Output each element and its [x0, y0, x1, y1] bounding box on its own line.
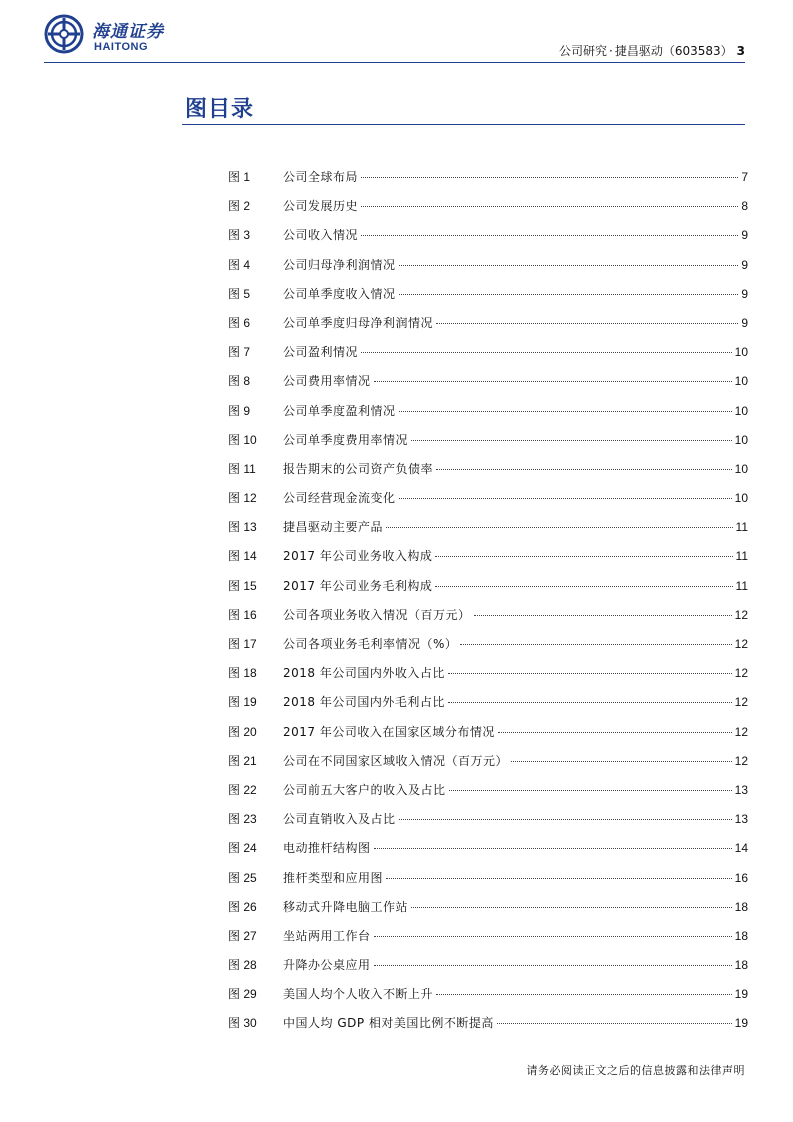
- toc-dot-leader: [361, 352, 732, 353]
- toc-dot-leader: [435, 556, 732, 557]
- toc-figure-label: 图 8: [228, 374, 251, 389]
- toc-dot-leader: [399, 411, 732, 412]
- toc-page-number: 9: [741, 257, 748, 272]
- toc-dot-leader: [361, 235, 738, 236]
- toc-page-number: 8: [741, 199, 748, 214]
- toc-entry[interactable]: [228, 868, 748, 897]
- toc-dot-leader: [460, 644, 731, 645]
- toc-dot-leader: [399, 498, 732, 499]
- company-logo: [44, 14, 184, 58]
- toc-figure-label: 图 23: [228, 812, 257, 827]
- toc-page-number: 12: [734, 753, 748, 768]
- toc-page-number: 11: [735, 549, 748, 564]
- toc-figure-label: 图 2: [228, 199, 251, 214]
- toc-dot-leader: [361, 206, 738, 207]
- toc-page-number: 7: [741, 170, 748, 184]
- toc-page-number: 10: [734, 491, 748, 506]
- toc-figure-label: 图 27: [228, 928, 257, 943]
- toc-page-number: 10: [734, 403, 748, 418]
- toc-figure-title: 电动推杆结构图: [283, 841, 371, 856]
- toc-figure-title: 公司收入情况: [283, 228, 359, 243]
- toc-figure-title: 捷昌驱动主要产品: [283, 520, 384, 535]
- toc-page-number: 14: [734, 841, 748, 856]
- toc-figure-title: 2017 年公司业务毛利构成: [283, 578, 433, 593]
- toc-figure-title: 公司发展历史: [283, 199, 359, 214]
- logo-name-en: HAITONG: [94, 41, 149, 53]
- toc-page-number: 9: [741, 286, 748, 301]
- toc-figure-title: 公司直销收入及占比: [283, 812, 396, 827]
- toc-page-number: 18: [734, 899, 748, 914]
- toc-figure-label: 图 6: [228, 315, 251, 330]
- toc-dot-leader: [399, 819, 732, 820]
- toc-page-number: 9: [741, 228, 748, 243]
- toc-figure-title: 公司各项业务收入情况（百万元）: [283, 607, 471, 622]
- toc-entry[interactable]: [228, 605, 748, 634]
- toc-dot-leader: [399, 294, 739, 295]
- toc-page-number: 12: [734, 637, 748, 651]
- toc-figure-label: 图 7: [228, 345, 251, 360]
- toc-figure-title: 公司各项业务毛利率情况（%）: [283, 637, 458, 651]
- toc-entry[interactable]: [228, 255, 748, 284]
- toc-dot-leader: [386, 878, 732, 879]
- toc-entry[interactable]: [228, 284, 748, 313]
- toc-figure-label: 图 24: [228, 841, 257, 856]
- toc-entry[interactable]: [228, 663, 748, 692]
- toc-figure-title: 升降办公桌应用: [283, 958, 371, 973]
- toc-figure-label: 图 18: [228, 666, 257, 681]
- toc-dot-leader: [436, 323, 738, 324]
- toc-figure-label: 图 19: [228, 695, 257, 710]
- toc-dot-leader: [411, 440, 732, 441]
- running-header: [559, 42, 745, 59]
- toc-dot-leader: [498, 732, 732, 733]
- toc-page-number: 10: [734, 345, 748, 360]
- toc-dot-leader: [374, 848, 732, 849]
- toc-dot-leader: [386, 527, 733, 528]
- toc-figure-label: 图 1: [228, 170, 251, 184]
- toc-figure-label: 图 14: [228, 549, 257, 564]
- page-title: 图目录: [185, 97, 255, 122]
- toc-entry[interactable]: [228, 692, 748, 721]
- haitong-emblem-icon: [44, 14, 84, 54]
- toc-dot-leader: [436, 994, 732, 995]
- toc-page-number: 18: [734, 958, 748, 973]
- toc-dot-leader: [474, 615, 732, 616]
- toc-dot-leader: [374, 936, 732, 937]
- toc-figure-label: 图 26: [228, 899, 257, 914]
- toc-figure-title: 2017 年公司业务收入构成: [283, 549, 433, 564]
- toc-figure-title: 2018 年公司国内外收入占比: [283, 666, 445, 681]
- toc-figure-title: 中国人均 GDP 相对美国比例不断提高: [283, 1016, 494, 1031]
- toc-page-number: 12: [734, 666, 748, 681]
- toc-dot-leader: [374, 381, 732, 382]
- toc-page-number: 13: [734, 782, 748, 797]
- header-page-number: 3: [736, 44, 745, 58]
- header-section: 公司研究: [558, 44, 607, 58]
- toc-figure-title: 公司归母净利润情况: [283, 257, 396, 272]
- toc-dot-leader: [436, 469, 732, 470]
- toc-dot-leader: [497, 1023, 732, 1024]
- toc-figure-title: 公司盈利情况: [283, 345, 359, 360]
- toc-entry[interactable]: [228, 926, 748, 955]
- toc-figure-title: 美国人均个人收入不断上升: [283, 987, 434, 1002]
- toc-figure-label: 图 3: [228, 228, 251, 243]
- toc-entry[interactable]: [228, 722, 748, 751]
- toc-figure-label: 图 10: [228, 432, 257, 447]
- toc-dot-leader: [399, 265, 739, 266]
- toc-figure-label: 图 11: [228, 461, 256, 476]
- toc-figure-title: 公司全球布局: [283, 170, 359, 184]
- toc-figure-label: 图 4: [228, 257, 251, 272]
- toc-dot-leader: [448, 702, 732, 703]
- header-divider: [44, 62, 745, 63]
- toc-page-number: 11: [735, 578, 748, 593]
- toc-entry[interactable]: [228, 809, 748, 838]
- toc-figure-title: 2018 年公司国内外毛利占比: [283, 695, 445, 710]
- toc-figure-title: 移动式升降电脑工作站: [283, 899, 409, 914]
- toc-page-number: 10: [734, 432, 748, 447]
- toc-figure-label: 图 9: [228, 403, 251, 418]
- toc-entry[interactable]: [228, 897, 748, 926]
- toc-figure-title: 2017 年公司收入在国家区域分布情况: [283, 724, 495, 739]
- toc-page-number: 10: [734, 374, 748, 389]
- toc-entry[interactable]: [228, 576, 748, 605]
- figure-index: [228, 167, 748, 1043]
- toc-figure-title: 公司单季度盈利情况: [283, 403, 396, 418]
- header-company: 捷昌驱动（603583）: [614, 44, 733, 58]
- toc-figure-title: 公司费用率情况: [283, 374, 371, 389]
- toc-dot-leader: [411, 907, 732, 908]
- toc-figure-label: 图 17: [228, 637, 257, 651]
- toc-page-number: 11: [735, 520, 748, 535]
- toc-figure-title: 公司经营现金流变化: [283, 491, 396, 506]
- toc-figure-label: 图 25: [228, 870, 257, 885]
- toc-entry[interactable]: [228, 371, 748, 400]
- toc-entry[interactable]: [228, 459, 748, 488]
- toc-figure-title: 公司单季度费用率情况: [283, 432, 409, 447]
- toc-figure-label: 图 22: [228, 782, 257, 797]
- toc-entry[interactable]: [228, 546, 748, 575]
- title-divider: [182, 124, 745, 125]
- toc-entry[interactable]: [228, 984, 748, 1013]
- toc-entry[interactable]: [228, 517, 748, 546]
- toc-figure-title: 公司单季度收入情况: [283, 286, 396, 301]
- toc-entry[interactable]: [228, 196, 748, 225]
- toc-figure-title: 坐站两用工作台: [283, 928, 371, 943]
- toc-dot-leader: [374, 965, 732, 966]
- toc-entry[interactable]: [228, 634, 748, 663]
- toc-dot-leader: [511, 761, 732, 762]
- toc-dot-leader: [361, 177, 738, 178]
- toc-figure-title: 公司前五大客户的收入及占比: [283, 782, 446, 797]
- toc-entry[interactable]: [228, 751, 748, 780]
- toc-entry[interactable]: [228, 430, 748, 459]
- toc-page-number: 10: [734, 461, 748, 476]
- toc-figure-title: 公司在不同国家区域收入情况（百万元）: [283, 753, 509, 768]
- toc-figure-label: 图 21: [228, 753, 257, 768]
- toc-entry[interactable]: [228, 313, 748, 342]
- toc-page-number: 18: [734, 928, 748, 943]
- header-separator: ·: [609, 44, 613, 58]
- toc-entry[interactable]: [228, 342, 748, 371]
- toc-entry[interactable]: [228, 167, 748, 196]
- toc-figure-label: 图 29: [228, 987, 257, 1002]
- toc-page-number: 12: [734, 724, 748, 739]
- toc-figure-label: 图 12: [228, 491, 257, 506]
- toc-figure-label: 图 16: [228, 607, 257, 622]
- toc-entry[interactable]: [228, 955, 748, 984]
- toc-figure-title: 公司单季度归母净利润情况: [283, 315, 434, 330]
- toc-figure-label: 图 13: [228, 520, 257, 535]
- toc-figure-label: 图 15: [228, 578, 257, 593]
- toc-figure-label: 图 5: [228, 286, 251, 301]
- toc-page-number: 9: [741, 315, 748, 330]
- toc-page-number: 19: [734, 987, 748, 1002]
- toc-dot-leader: [448, 673, 732, 674]
- toc-entry[interactable]: [228, 401, 748, 430]
- logo-name-cn: 海通证券: [92, 22, 164, 42]
- toc-page-number: 19: [734, 1016, 748, 1031]
- toc-figure-label: 图 28: [228, 958, 257, 973]
- toc-figure-label: 图 30: [228, 1016, 257, 1031]
- toc-figure-title: 报告期末的公司资产负债率: [283, 461, 434, 476]
- toc-dot-leader: [435, 586, 732, 587]
- toc-figure-label: 图 20: [228, 724, 257, 739]
- toc-entry[interactable]: [228, 780, 748, 809]
- toc-page-number: 13: [734, 812, 748, 827]
- toc-page-number: 12: [734, 607, 748, 622]
- toc-figure-title: 推杆类型和应用图: [283, 870, 384, 885]
- toc-page-number: 16: [734, 870, 748, 885]
- toc-entry[interactable]: [228, 1013, 748, 1042]
- toc-page-number: 12: [734, 695, 748, 710]
- disclaimer-footer: 请务必阅读正文之后的信息披露和法律声明: [526, 1064, 745, 1077]
- toc-entry[interactable]: [228, 225, 748, 254]
- toc-dot-leader: [449, 790, 732, 791]
- toc-entry[interactable]: [228, 838, 748, 867]
- toc-entry[interactable]: [228, 488, 748, 517]
